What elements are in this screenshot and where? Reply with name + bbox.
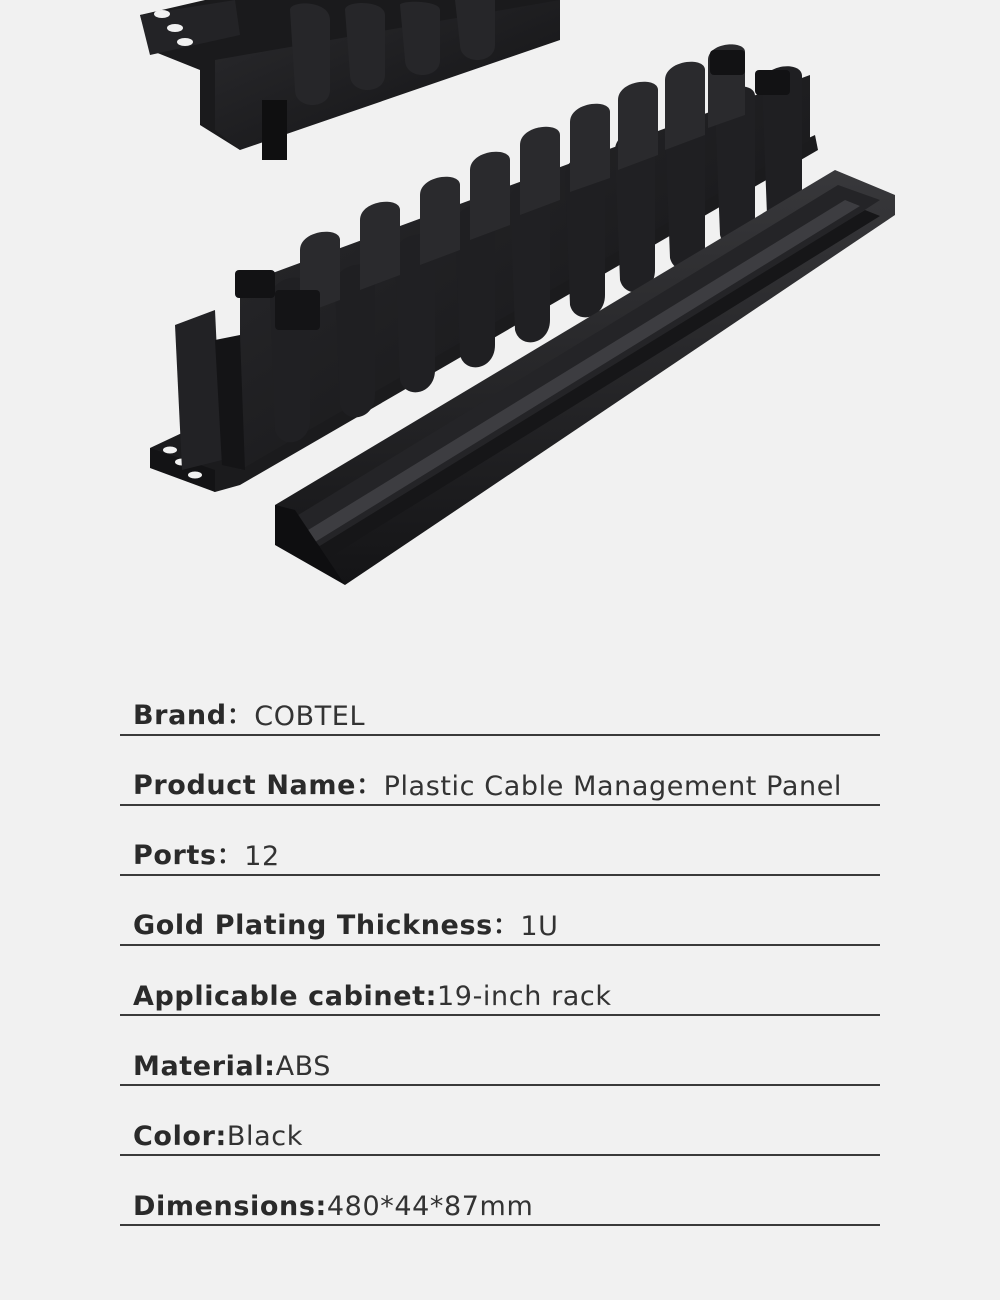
spec-label: Brand： (133, 700, 255, 731)
spec-label: Gold Plating Thickness： (133, 910, 521, 941)
spec-row-color (120, 1086, 880, 1156)
spec-label: Material: (133, 1051, 276, 1082)
spec-label: Ports： (133, 840, 245, 871)
spec-label: Applicable cabinet: (133, 981, 438, 1012)
spec-row-gold-plating-thickness (120, 876, 880, 946)
spec-value: Plastic Cable Management Panel (383, 771, 843, 802)
spec-value: 1U (520, 911, 559, 942)
spec-value: 19-inch rack (437, 981, 612, 1012)
spec-value: 480*44*87mm (326, 1191, 534, 1222)
spec-label: Dimensions: (133, 1191, 327, 1222)
top-panel (140, 0, 560, 160)
spec-row-ports (120, 806, 880, 876)
spec-list (120, 690, 880, 1226)
spec-value: Black (226, 1121, 303, 1152)
spec-value: 12 (244, 841, 280, 872)
spec-label: Color: (133, 1121, 227, 1152)
spec-row-brand (120, 690, 880, 736)
product-photo (0, 0, 1000, 640)
spec-row-applicable-cabinet (120, 946, 880, 1016)
spec-value: ABS (275, 1051, 332, 1082)
spec-value: COBTEL (254, 701, 366, 732)
spec-label: Product Name： (133, 770, 384, 801)
spec-row-product-name (120, 736, 880, 806)
spec-row-material (120, 1016, 880, 1086)
spec-row-dimensions (120, 1156, 880, 1226)
